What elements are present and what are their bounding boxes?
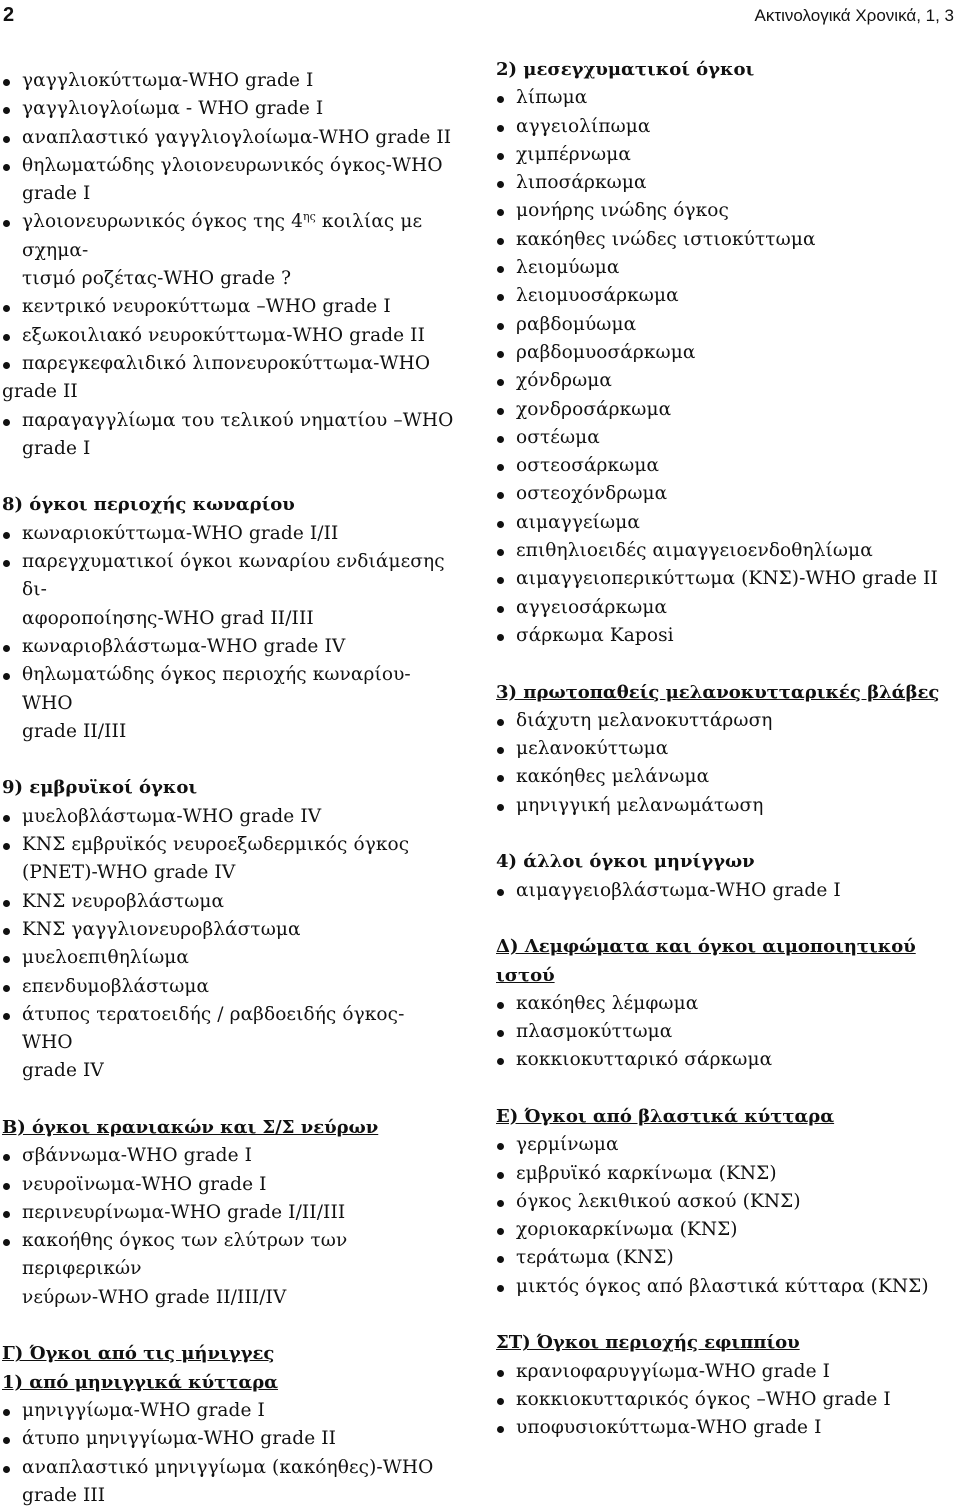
list-item: επιθηλιοειδές αιμαγγειοενδοθηλίωμα [496,537,958,565]
list-item: χοριοκαρκίνωμα (ΚΝΣ) [496,1216,958,1244]
list-item: ΚΝΣ νευροβλάστωμα [2,888,454,916]
list-item: ραβδομύωμα [496,311,958,339]
list-item: κοκκιοκυτταρικός όγκος –WHO grade I [496,1386,958,1414]
list-item: όγκος λεκιθικού ασκού (ΚΝΣ) [496,1188,958,1216]
list-item: κεντρικό νευροκύττωμα –WHO grade I [2,293,454,321]
list-item: γλοιονευρωνικός όγκος της $4^{\eta\varsigma}$ κοιλίας με σχημα- τισμό ροζέτας-WHO grade ? [2,208,454,293]
list-item: αιμαγγείωμα [496,509,958,537]
list-item: παρεγκεφαλιδικό λιπονευροκύττωμα-WHO grade II [2,350,454,407]
list-item: οστέωμα [496,424,958,452]
list-item: κακόηθες μελάνωμα [496,763,958,791]
list-item: λειομύωμα [496,254,958,282]
list-item: μηνιγγίωμα-WHO grade I [2,1397,454,1425]
list-item: μυελοεπιθηλίωμα [2,944,454,972]
list-item: σβάννωμα-WHO grade I [2,1142,454,1170]
list-item: θηλωματώδης όγκος περιοχής κωναρίου-WHO grade II/III [2,661,454,746]
section-heading: Δ) Λεμφώματα και όγκοι αιμοποιητικού ιστού [496,936,916,986]
left-column [2,67,454,1510]
list-sec4 [496,877,958,905]
subsection-heading: 1) από μηνιγγικά κύτταρα [2,1371,279,1393]
page-number: 2 [3,4,15,26]
list-item: χόνδρωμα [496,367,958,395]
list-item: περινευρίνωμα-WHO grade I/II/III [2,1199,454,1227]
list-item: λίπωμα [496,84,958,112]
list-item: ραβδομυοσάρκωμα [496,339,958,367]
list-item: οστεοσάρκωμα [496,452,958,480]
list-item: επενδυμοβλάστωμα [2,973,454,1001]
list-item: λειομυοσάρκωμα [496,282,958,310]
right-column [496,56,958,1443]
list-item: μελανοκύττωμα [496,735,958,763]
list-item: κωναριοβλάστωμα-WHO grade IV [2,633,454,661]
list-item: εμβρυϊκό καρκίνωμα (ΚΝΣ) [496,1160,958,1188]
section-heading: Ε) Όγκοι από βλαστικά κύτταρα [496,1105,835,1127]
list-group-1 [2,67,454,463]
list-item: μυελοβλάστωμα-WHO grade IV [2,803,454,831]
list-item: παραγαγγλίωμα του τελικού νηματίου –WHO grade I [2,407,454,464]
list-item: μονήρης ινώδης όγκος [496,197,958,225]
list-secST [496,1358,958,1443]
list-item: κοκκιοκυτταρικό σάρκωμα [496,1046,958,1074]
list-item: παρεγχυματικοί όγκοι κωναρίου ενδιάμεσης δι- αφοροποίησης-WHO grad II/III [2,548,454,633]
list-item: χονδροσάρκωμα [496,396,958,424]
list-item: άτυπο μηνιγγίωμα-WHO grade II [2,1425,454,1453]
section-heading: 4) άλλοι όγκοι μηνίγγων [496,851,755,873]
section-heading: 8) όγκοι περιοχής κωναρίου [2,494,295,516]
list-secD [496,990,958,1075]
list-item: αναπλαστικό γαγγλιογλοίωμα-WHO grade II [2,124,454,152]
list-item: θηλωματώδης γλοιονευρωνικός όγκος-WHO grade I [2,152,454,209]
list-secB [2,1142,454,1312]
list-item: κακόηθες λέμφωμα [496,990,958,1018]
section-heading: 9) εμβρυϊκοί όγκοι [2,777,198,799]
list-item: πλασμοκύττωμα [496,1018,958,1046]
list-item: μικτός όγκος από βλαστικά κύτταρα (ΚΝΣ) [496,1273,958,1301]
list-item: ΚΝΣ εμβρυϊκός νευροεξωδερμικός όγκος (PNET)-WHO grade IV [2,831,454,888]
list-item: διάχυτη μελανοκυττάρωση [496,707,958,735]
list-item: αναπλαστικό μηνιγγίωμα (κακόηθες)-WHO grade III [2,1454,454,1510]
list-sec8 [2,520,454,746]
list-item: κακόηθες ινώδες ιστιοκύττωμα [496,226,958,254]
list-item: χιμπέρνωμα [496,141,958,169]
list-sec9 [2,803,454,1086]
section-heading: Γ) Όγκοι από τις μήνιγγες [2,1343,275,1365]
list-item: κρανιοφαρυγγίωμα-WHO grade I [496,1358,958,1386]
list-item: μηνιγγική μελανωμάτωση [496,792,958,820]
running-title: Ακτινολογικά Χρονικά, 1, 3 [754,6,954,25]
list-item: κωναριοκύττωμα-WHO grade I/II [2,520,454,548]
list-item: ΚΝΣ γαγγλιονευροβλάστωμα [2,916,454,944]
list-item: κακοήθης όγκος των ελύτρων των περιφερικών νεύρων-WHO grade II/III/IV [2,1227,454,1312]
list-item: αιμαγγειοβλάστωμα-WHO grade I [496,877,958,905]
section-heading: 2) μεσεγχυματικοί όγκοι [496,59,755,80]
section-heading: Β) όγκοι κρανιακών και Σ/Σ νεύρων [2,1116,379,1138]
list-item: αγγειολίπωμα [496,113,958,141]
list-item: εξωκοιλιακό νευροκύττωμα-WHO grade II [2,322,454,350]
list-secE [496,1131,958,1301]
list-item: γερμίνωμα [496,1131,958,1159]
list-item: νευροϊνωμα-WHO grade I [2,1171,454,1199]
list-sec2 [496,84,958,650]
list-item: αιμαγγειοπερικύττωμα (ΚΝΣ)-WHO grade II [496,565,958,593]
list-item: υποφυσιοκύττωμα-WHO grade I [496,1414,958,1442]
list-item: λιποσάρκωμα [496,169,958,197]
list-item: γαγγλιοκύττωμα-WHO grade I [2,67,454,95]
list-item: άτυπος τερατοειδής / ραβδοειδής όγκος-WHO grade IV [2,1001,454,1086]
list-item: οστεοχόνδρωμα [496,480,958,508]
list-item: τεράτωμα (ΚΝΣ) [496,1244,958,1272]
list-item: σάρκωμα Kaposi [496,622,958,650]
list-item: αγγειοσάρκωμα [496,594,958,622]
section-heading: 3) πρωτοπαθείς μελανοκυτταρικές βλάβες [496,681,940,703]
section-heading: ΣΤ) Όγκοι περιοχής εφιππίου [496,1332,800,1354]
list-item: γαγγλιογλοίωμα - WHO grade I [2,95,454,123]
list-sec3 [496,707,958,820]
list-secG [2,1397,454,1510]
